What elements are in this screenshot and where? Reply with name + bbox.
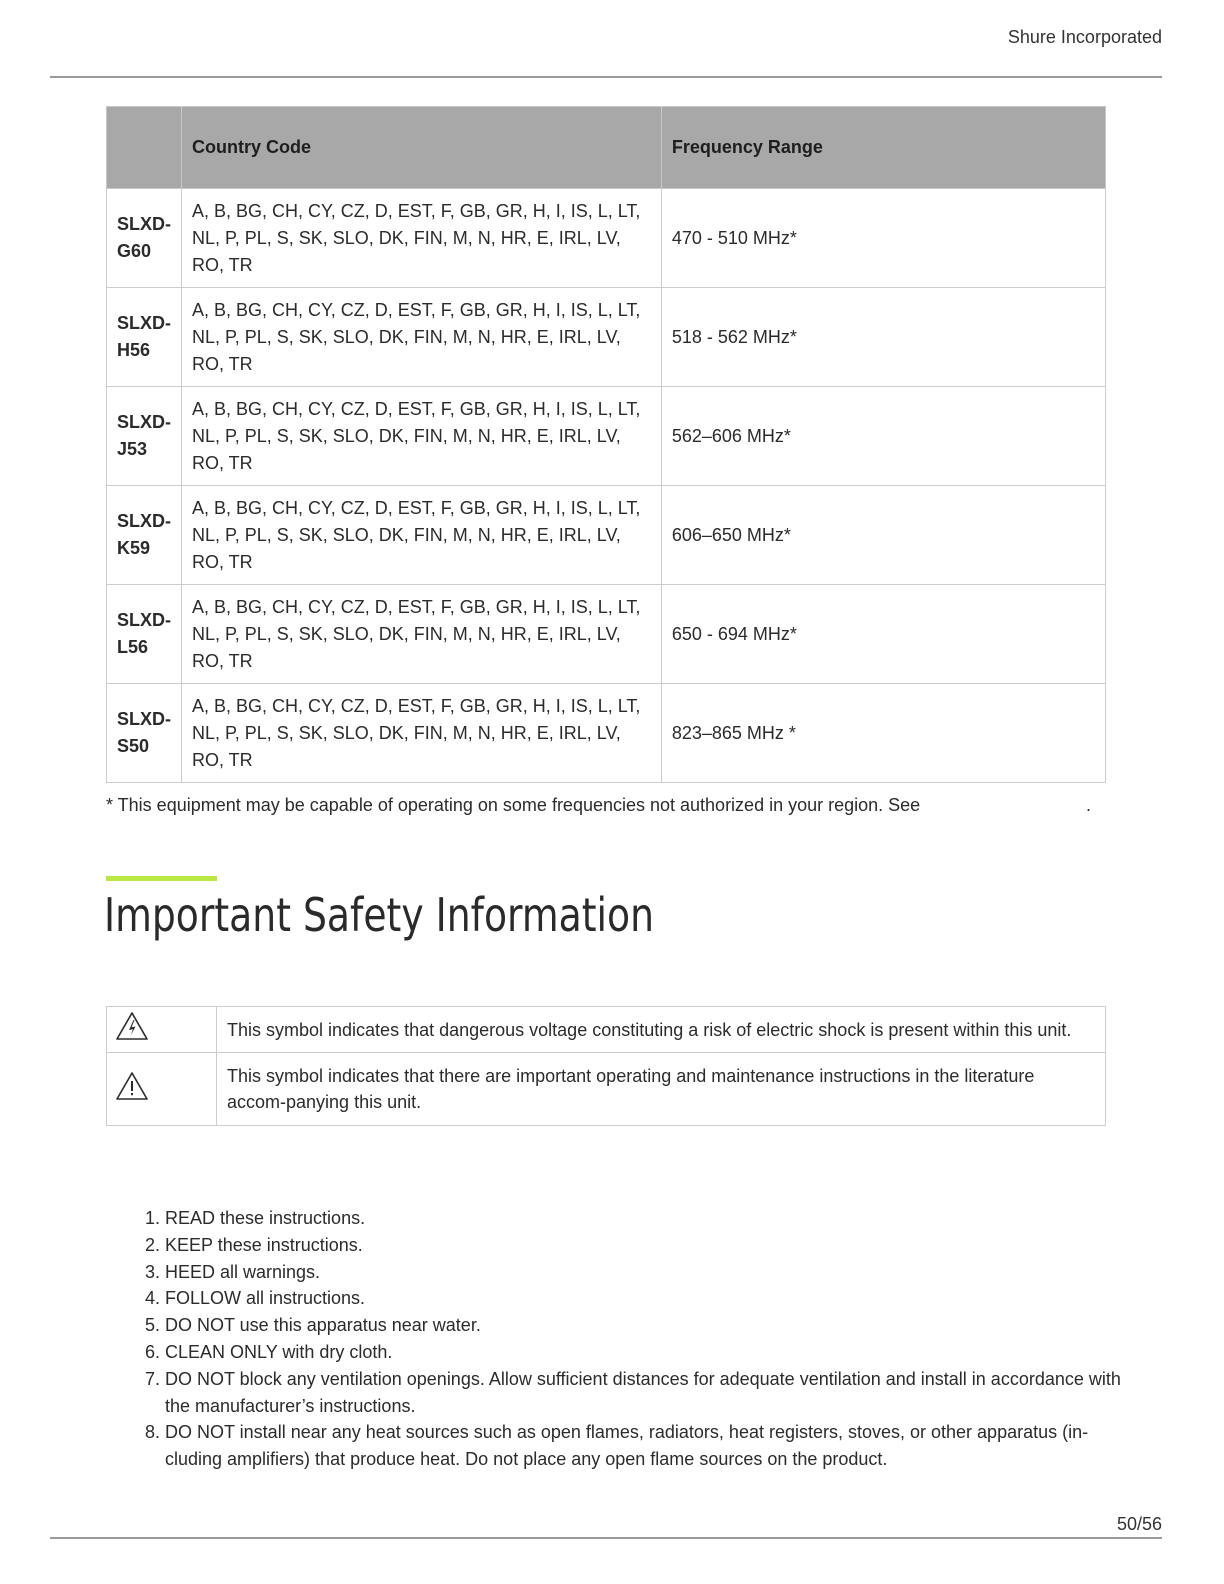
table-row [107, 1053, 1106, 1126]
range-cell: 562–606 MHz* [661, 387, 1105, 486]
country-cell: A, B, BG, CH, CY, CZ, D, EST, F, GB, GR, H, I, IS, L, LT, NL, P, PL, S, SK, SLO, DK, FIN, M, N, HR, E, IRL, LV, RO, TR [182, 486, 662, 585]
country-cell: A, B, BG, CH, CY, CZ, D, EST, F, GB, GR, H, I, IS, L, LT, NL, P, PL, S, SK, SLO, DK, FIN, M, N, HR, E, IRL, LV, RO, TR [182, 585, 662, 684]
page-number: 50/56 [1116, 1514, 1162, 1534]
model-cell: SLXD-H56 [107, 288, 182, 387]
model-cell: SLXD-L56 [107, 585, 182, 684]
footnote-text: * This equipment may be capable of operating on some frequencies not authorized in your region. See [106, 795, 921, 815]
header-frequency-range: Frequency Range [661, 107, 1105, 189]
frequency-table-header-row [107, 107, 1106, 189]
table-row [107, 387, 1106, 486]
range-cell: 650 - 694 MHz* [661, 585, 1105, 684]
safety-instructions-list [106, 1205, 1145, 1473]
range-cell: 606–650 MHz* [661, 486, 1105, 585]
footnote-period: . [1086, 795, 1092, 815]
country-cell: A, B, BG, CH, CY, CZ, D, EST, F, GB, GR, H, I, IS, L, LT, NL, P, PL, S, SK, SLO, DK, FIN, M, N, HR, E, IRL, LV, RO, TR [182, 684, 662, 783]
list-item: 6. CLEAN ONLY with dry cloth. [165, 1339, 1145, 1366]
section-accent-bar [106, 876, 217, 881]
table-row [107, 1007, 1106, 1053]
safety-symbols-table [106, 1006, 1106, 1126]
list-item: 2. KEEP these instructions. [165, 1232, 1145, 1259]
lightning-warning-icon [115, 1011, 149, 1041]
list-item: 8. DO NOT install near any heat sources such as open flames, radiators, heat registers, stoves, or other apparatus (in-cluding amplifiers) that produce heat. Do not place any open flame sources on the product. [165, 1419, 1145, 1473]
list-item: 7. DO NOT block any ventilation openings. Allow sufficient distances for adequate ventilation and install in accordance with the manufacturer’s instructions. [165, 1366, 1145, 1420]
range-cell: 823–865 MHz * [661, 684, 1105, 783]
country-cell: A, B, BG, CH, CY, CZ, D, EST, F, GB, GR, H, I, IS, L, LT, NL, P, PL, S, SK, SLO, DK, FIN, M, N, HR, E, IRL, LV, RO, TR [182, 189, 662, 288]
model-cell: SLXD-S50 [107, 684, 182, 783]
table-row [107, 684, 1106, 783]
header-country-code: Country Code [182, 107, 662, 189]
section-title: Important Safety Information [104, 888, 654, 942]
symbol-cell [107, 1053, 217, 1126]
range-cell: 470 - 510 MHz* [661, 189, 1105, 288]
table-row [107, 486, 1106, 585]
header-divider [50, 76, 1162, 78]
list-item: 5. DO NOT use this apparatus near water. [165, 1312, 1145, 1339]
symbol-description: This symbol indicates that there are important operating and maintenance instructions in the literature accom-panying this unit. [217, 1053, 1106, 1126]
list-item: 1. READ these instructions. [165, 1205, 1145, 1232]
table-row [107, 288, 1106, 387]
frequency-footnote [106, 795, 1106, 816]
table-row [107, 585, 1106, 684]
header-model [107, 107, 182, 189]
model-cell: SLXD-J53 [107, 387, 182, 486]
frequency-table [106, 106, 1106, 783]
country-cell: A, B, BG, CH, CY, CZ, D, EST, F, GB, GR, H, I, IS, L, LT, NL, P, PL, S, SK, SLO, DK, FIN, M, N, HR, E, IRL, LV, RO, TR [182, 387, 662, 486]
range-cell: 518 - 562 MHz* [661, 288, 1105, 387]
model-cell: SLXD-K59 [107, 486, 182, 585]
model-cell: SLXD-G60 [107, 189, 182, 288]
footer-divider [50, 1537, 1162, 1539]
list-item: 4. FOLLOW all instructions. [165, 1285, 1145, 1312]
country-cell: A, B, BG, CH, CY, CZ, D, EST, F, GB, GR, H, I, IS, L, LT, NL, P, PL, S, SK, SLO, DK, FIN, M, N, HR, E, IRL, LV, RO, TR [182, 288, 662, 387]
header-company-name: Shure Incorporated [1007, 27, 1162, 47]
table-row [107, 189, 1106, 288]
symbol-description: This symbol indicates that dangerous voltage constituting a risk of electric shock is present within this unit. [217, 1007, 1106, 1053]
exclamation-warning-icon [115, 1071, 149, 1101]
list-item: 3. HEED all warnings. [165, 1259, 1145, 1286]
symbol-cell [107, 1007, 217, 1053]
